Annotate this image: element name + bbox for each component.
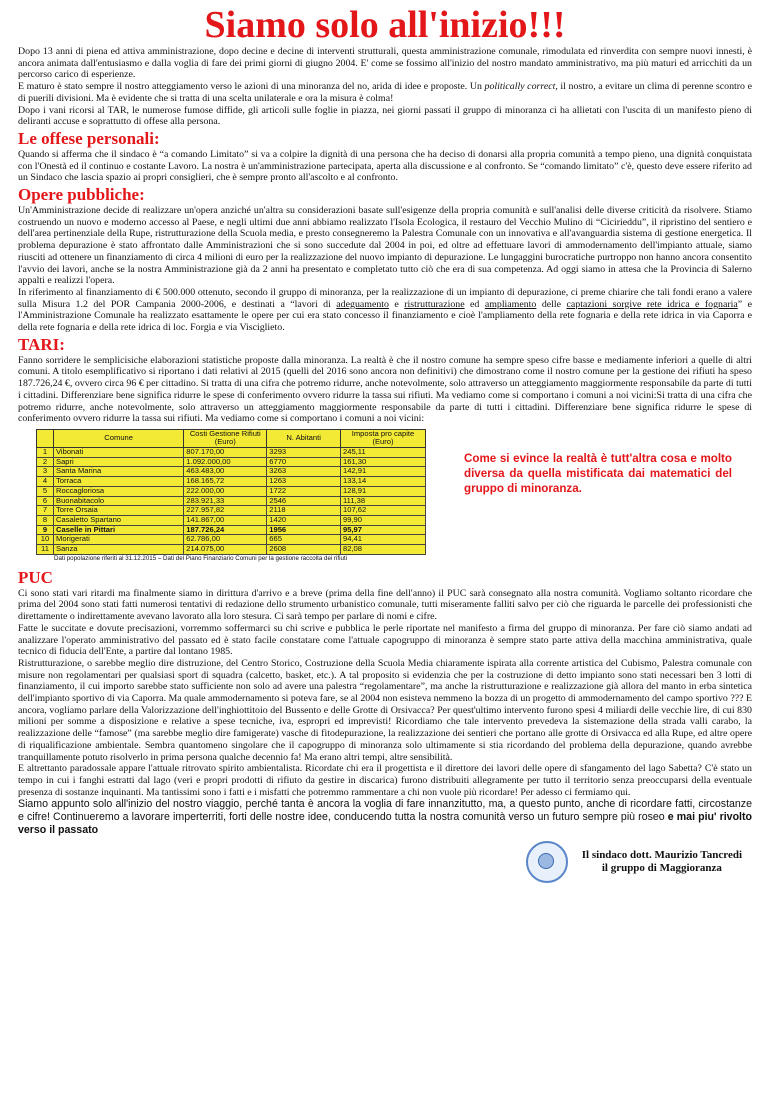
page-title: Siamo solo all'inizio!!!: [204, 4, 566, 46]
section-heading-tari: TARI:: [18, 334, 65, 354]
seal-emblem: [538, 853, 554, 869]
table-cell-costi: 463.483,00: [184, 467, 267, 477]
table-body: [37, 447, 426, 554]
table-row: [37, 506, 426, 516]
section-heading-offese: Le offese personali:: [18, 128, 160, 148]
table-cell-imposta: 99,90: [341, 515, 426, 525]
table-cell-n: 2: [37, 457, 54, 467]
table-cell-imposta: 161,30: [341, 457, 426, 467]
table-row: [37, 545, 426, 555]
puc-paragraph-1: Ci sono stati vari ritardi ma finalmente siamo in dirittura d'arrivo e a breve (prima della fine dell'anno) il PUC sarà consegnato alla nostra comunità. Vogliamo soltanto ricordare che prima del 2004 sono stati fatti numerosi tentativi di redazione dello strumento urbanistico comunale, tutti miseramente falliti salvo per ciò che riguarda le parcelle dei professionisti che direttamente o indirettamente avevano lavorato alla loro stesura. Ci sarà tempo per parlare di nomi e cifre.: [18, 587, 752, 623]
table-cell-imposta: 82,08: [341, 545, 426, 555]
table-cell-costi: 168.165,72: [184, 477, 267, 487]
tari-table-section: [18, 429, 752, 563]
closing-paragraph: Siamo appunto solo all'inizio del nostro viaggio, perché tanta è ancora la voglia di fare innanzitutto, ma, a questo punto, anche di ricordare fatti, circostanze e cifre! Continueremo a lavorare imperterriti, forti delle nostre idee, conducendo tutta la nostra comunità verso un futuro sempre più roseo e mai piu' rivolto verso il passato: [18, 798, 752, 837]
intro-paragraph-3: Dopo i vani ricorsi al TAR, le numerose fumose diffide, gli articoli sulle foglie in piazza, nei giorni passati il gruppo di minoranza ci ha allietati con l'uscita di un manifesto pieno di deliranti accuse e soprattutto di offese alla persona.: [18, 104, 752, 128]
table-cell-abitanti: 2608: [267, 545, 341, 555]
table-cell-comune: Torre Orsaia: [54, 506, 184, 516]
header-abitanti: N. Abitanti: [267, 429, 341, 447]
table-row: [37, 486, 426, 496]
table-cell-abitanti: 1420: [267, 515, 341, 525]
table-cell-costi: 227.957,82: [184, 506, 267, 516]
opere-paragraph-2: In riferimento al finanziamento di € 500.000 ottenuto, secondo il gruppo di minoranza, per la realizzazione di un impianto di depurazione, ci preme chiarire che tali fondi erano a valere sulla Misura 1.2 del POR Campania 2000-2006, e destinati a “lavori di adeguamento e ristrutturazione ed ampliamento delle captazioni sorgive rete idrica e fognaria” e l'Amministrazione Comunale ha realizzato esattamente le opere per cui era stato concesso il finanziamento e cioè l'ampliamento della rete fognaria e della rete idrica in via Caporra e della rete fognaria e della rete idrica di loc. Forgia e via Visciglieto.: [18, 286, 752, 334]
puc-paragraph-4: E altrettanto paradossale appare l'attuale ritrovato spirito ambientalista. Ricordate chi era il progettista e il direttore dei lavori delle opere di sfangamento del lago Sabetta? C'è stato un tempo in cui i fanghi estratti dal lago (veri e propri prodotti di rifiuto da gestire in discarica) furono distribuiti allegramente per tutto il territorio senza preoccuparsi della eventuale presenza di sostanze inquinanti. Ma tantissimi sono i fatti e i misfatti che potremmo rammentare a chi non vuole più ricordare! Per adesso ci fermiamo qui.: [18, 763, 752, 798]
header-imposta: Imposta pro capite (Euro): [341, 429, 426, 447]
table-cell-costi: 222.000,00: [184, 486, 267, 496]
table-cell-n: 5: [37, 486, 54, 496]
table-cell-imposta: 142,91: [341, 467, 426, 477]
table-cell-n: 6: [37, 496, 54, 506]
table-row: [37, 525, 426, 535]
table-row: [37, 467, 426, 477]
table-cell-abitanti: 2118: [267, 506, 341, 516]
table-cell-imposta: 95,97: [341, 525, 426, 535]
table-cell-abitanti: 3263: [267, 467, 341, 477]
table-cell-imposta: 133,14: [341, 477, 426, 487]
table-cell-comune: Casaletto Spartano: [54, 515, 184, 525]
table-cell-n: 1: [37, 447, 54, 457]
table-cell-comune: Santa Marina: [54, 467, 184, 477]
municipal-seal-icon: [526, 841, 568, 883]
table-cell-imposta: 94,41: [341, 535, 426, 545]
table-cell-costi: 214.075,00: [184, 545, 267, 555]
table-cell-comune: Caselle in Pittari: [54, 525, 184, 535]
table-cell-comune: Buonabitacolo: [54, 496, 184, 506]
table-cell-comune: Morigerati: [54, 535, 184, 545]
table-cell-comune: Sanza: [54, 545, 184, 555]
opere-paragraph-1: Un'Amministrazione decide di realizzare un'opera anziché un'altra su considerazioni basate sull'esigenze della propria comunità e sull'analisi delle diverse criticità da risolvere. Stiamo costruendo un nuovo e moderno accesso al Paese, e negli ultimi due anni abbiamo realizzato l'Isola Ecologica, il restauro del Vecchio Mulino di “Cicirieddu”, il ripristino del sentiero e dell'area pertinenziale della Rupe, ristrutturazione della Scuola media, e presto consegneremo la Palestra Comunale con un innovativa e all'avanguardia sistema di gestione energetica. Il problema depurazione è stato affrontato dalle Amministrazioni che si sono succedute dal 2004 in poi, ed oltre ad effettuare lavori di ammodernamento dell'impianto attuale, siamo riusciti ad ottenere un finanziamento di circa 4 milioni di euro per la realizzazione del nuovo impianto di depurazione. Le lungaggini burocratiche purtroppo non hanno ancora consentito l'avvio dei lavori, anche se la nostra Amministrazione già da 2 anni ha presentato e completato tutto ciò che era di sua competenza. Ad oggi siamo in attesa che la Provincia di Salerno appalti e realizzi l'opera.: [18, 205, 752, 287]
signature-line-1: Il sindaco dott. Maurizio Tancredi: [581, 849, 742, 862]
table-row: [37, 535, 426, 545]
table-cell-comune: Torraca: [54, 477, 184, 487]
table-cell-comune: Sapri: [54, 457, 184, 467]
tari-callout: Come si evince la realtà è tutt'altra cosa e molto diversa da quella mistificata dai matematici del gruppo di minoranza.: [464, 451, 732, 495]
signature-text: [582, 849, 742, 875]
puc-paragraph-2: Fatte le succitate e dovute precisazioni, vorremmo soffermarci su chi scrive e pubblica le perle riportate nel manifesto a firma del gruppo di minoranza. Per fare ciò siamo andati ad analizzare l'operato amministrativo del passato ed è stato facile constatare come l'attuale capogruppo di minoranza è sempre stato parte attiva della macchina amministrativa, quale tecnico di fiducia dell'Ente, a partire dal lontano 1985.: [18, 622, 752, 658]
table-cell-n: 10: [37, 535, 54, 545]
table-cell-comune: Vibonati: [54, 447, 184, 457]
table-cell-imposta: 107,62: [341, 506, 426, 516]
section-heading-puc: PUC: [18, 567, 53, 587]
table-cell-n: 3: [37, 467, 54, 477]
table-cell-costi: 187.726,24: [184, 525, 267, 535]
table-cell-abitanti: 2546: [267, 496, 341, 506]
table-cell-abitanti: 665: [267, 535, 341, 545]
table-cell-costi: 62.786,00: [184, 535, 267, 545]
signature-block: [18, 841, 752, 883]
table-cell-costi: 141.867,00: [184, 515, 267, 525]
intro-paragraph-1: Dopo 13 anni di piena ed attiva amministrazione, dopo decine e decine di interventi strutturali, questa amministrazione comunale, rimodulata ed rinverdita con sempre nuovi innesti, è ancora animata dall'entusiasmo e dalla voglia di fare dei primi giorni di giugno 2004. E' come se fossimo all'inizio del nostro mandato amministrativo, ma più maturi ed arricchiti da un percorso carico di esperienze.: [18, 46, 752, 81]
table-cell-abitanti: 3293: [267, 447, 341, 457]
tari-table-wrapper: [36, 429, 426, 563]
table-cell-abitanti: 1263: [267, 477, 341, 487]
table-cell-n: 8: [37, 515, 54, 525]
table-cell-n: 4: [37, 477, 54, 487]
tari-comparison-table: [36, 429, 426, 555]
signature-line-2: il gruppo di Maggioranza: [601, 862, 722, 875]
table-cell-n: 7: [37, 506, 54, 516]
table-cell-imposta: 245,11: [341, 447, 426, 457]
table-footnote: Dati popolazione riferiti al 31.12.2015 – Dati del Piano Finanziario Comuni per la gestione raccolta dei rifiuti: [54, 554, 348, 562]
table-row: [37, 515, 426, 525]
header-comune: Comune: [54, 429, 184, 447]
table-cell-abitanti: 6770: [267, 457, 341, 467]
header-number: [37, 429, 54, 447]
table-row: [37, 447, 426, 457]
table-cell-costi: 807.170,00: [184, 447, 267, 457]
table-header-row: [37, 429, 426, 447]
table-cell-n: 11: [37, 545, 54, 555]
intro-paragraph-2: E maturo è stato sempre il nostro atteggiamento verso le azioni di una minoranza del no, arida di idee e proposte. Un politically correct, il nostro, a evitare un clima di perenne scontro e di puerili divisioni. Ma è evidente che si tratta di una scelta unilaterale e ora la misura è colma!: [18, 81, 752, 104]
table-cell-abitanti: 1722: [267, 486, 341, 496]
header-costi: Costi Gestione Rifiuti (Euro): [184, 429, 267, 447]
table-cell-imposta: 111,38: [341, 496, 426, 506]
table-cell-n: 9: [37, 525, 54, 535]
offese-paragraph: Quando si afferma che il sindaco è “a comando Limitato” si va a colpire la dignità di una persona che ha deciso di donarsi alla propria comunità a tempo pieno, una dignità conquistata con l'Onestà ed il continuo e costante Lavoro. La nostra è un'amministrazione partecipata, aperta alla discussione e al confronto. Se “comando limitato” c'è, questo deve essere riferito ad un Sindaco che lascia spazio ai propri consiglieri, che è sempre pronto all'ascolto e al confronto.: [18, 148, 752, 184]
table-cell-abitanti: 1956: [267, 525, 341, 535]
table-cell-comune: Roccagloriosa: [54, 486, 184, 496]
table-cell-imposta: 128,91: [341, 486, 426, 496]
table-row: [37, 477, 426, 487]
table-cell-costi: 1.092.000,00: [184, 457, 267, 467]
puc-paragraph-3: Ristrutturazione, o sarebbe meglio dire distruzione, del Centro Storico, Costruzione della Scuola Media chiaramente ispirata alla corrente artistica del Cubismo, Palestra comunale con misure non regolamentari per qualsiasi sport di squadra (calcetto, basket, etc.). A tal proposito si evidenzia che per la costruzione di detto impianto sono stati necessari ben 3 lotti di finanziamento, il cui importo sarebbe stato sufficiente non solo ad avere una palestra “regolamentare”, ma anche la ristrutturazione e realizzazione già allora del manto in erba sintetica dell'impianto sportivo di via Caporra. Ma quale ammodernamento si poteva fare, se al 2004 non esisteva nemmeno la bozza di un progetto di ammodernamento del campo sportivo ??? E ancora, vogliamo parlare della Valorizzazione dell'inghiottitoio del Bussento e delle Grotte di Orsivacca? Per quest'ultimo intervento furono spesi 4 miliardi delle vecchie lire, di cui 830 milioni per somme a disposizione e relative a spese tecniche, iva, espropri ed imprevisti! Ricordiamo che tale intervento prevedeva la sistemazione della strada valli carabo, la realizzazione delle “famose” (ma sarebbe meglio dire famigerate) vasche di fitodepurazione, la realizzazione dei sentieri che portano alle grotte di Orsivacca ed alla Rupe, ed altre opere di riqualificazione ambientale. Sembra quantomeno singolare che il capogruppo di minoranza solo ultimamente si stia ricordando del problema della depurazione, quando avrebbe tranquillamente potuto risolverlo in prima persona qualche decennio fa! Ma erano altri tempi, altre sensibilità.: [18, 657, 752, 763]
table-cell-costi: 283.921,33: [184, 496, 267, 506]
tari-paragraph: Fanno sorridere le semplicisiche elaborazioni statistiche proposte dalla minoranza. La realtà è che il nostro comune ha sempre speso cifre basse e mediamente inferiori a quelle di altri comuni. A titolo esemplificativo si riportano i dati relativi al 2015 (quelli del 2016 sono ancora non definitivi) che dimostrano come il nostro comune per la gestione dei rifiuti ha speso 187.726,24 €, ovvero circa 96 € per cittadino. Si tratta di una cifra che potremo ridurre, anche notevolmente, solo attraverso un atteggiamento maggiormente responsabile da parte di tutti i cittadini. Differenziare bene significa ridurre le spese di conferimento ovvero ridurre la tassa sui rifiuti. Ma vediamo come si comportano i comuni a noi vicini:Si tratta di una cifra che potremo ridurre, anche notevolmente, solo attraverso un atteggiamento maggiormente responsabile da parte di tutti i cittadini. Differenziare bene significa ridurre le spese di conferimento ovvero ridurre la tassa sui rifiuti. Ma vediamo come si comportano i comuni a noi vicini:: [18, 354, 752, 425]
section-heading-opere: Opere pubbliche:: [18, 185, 145, 205]
